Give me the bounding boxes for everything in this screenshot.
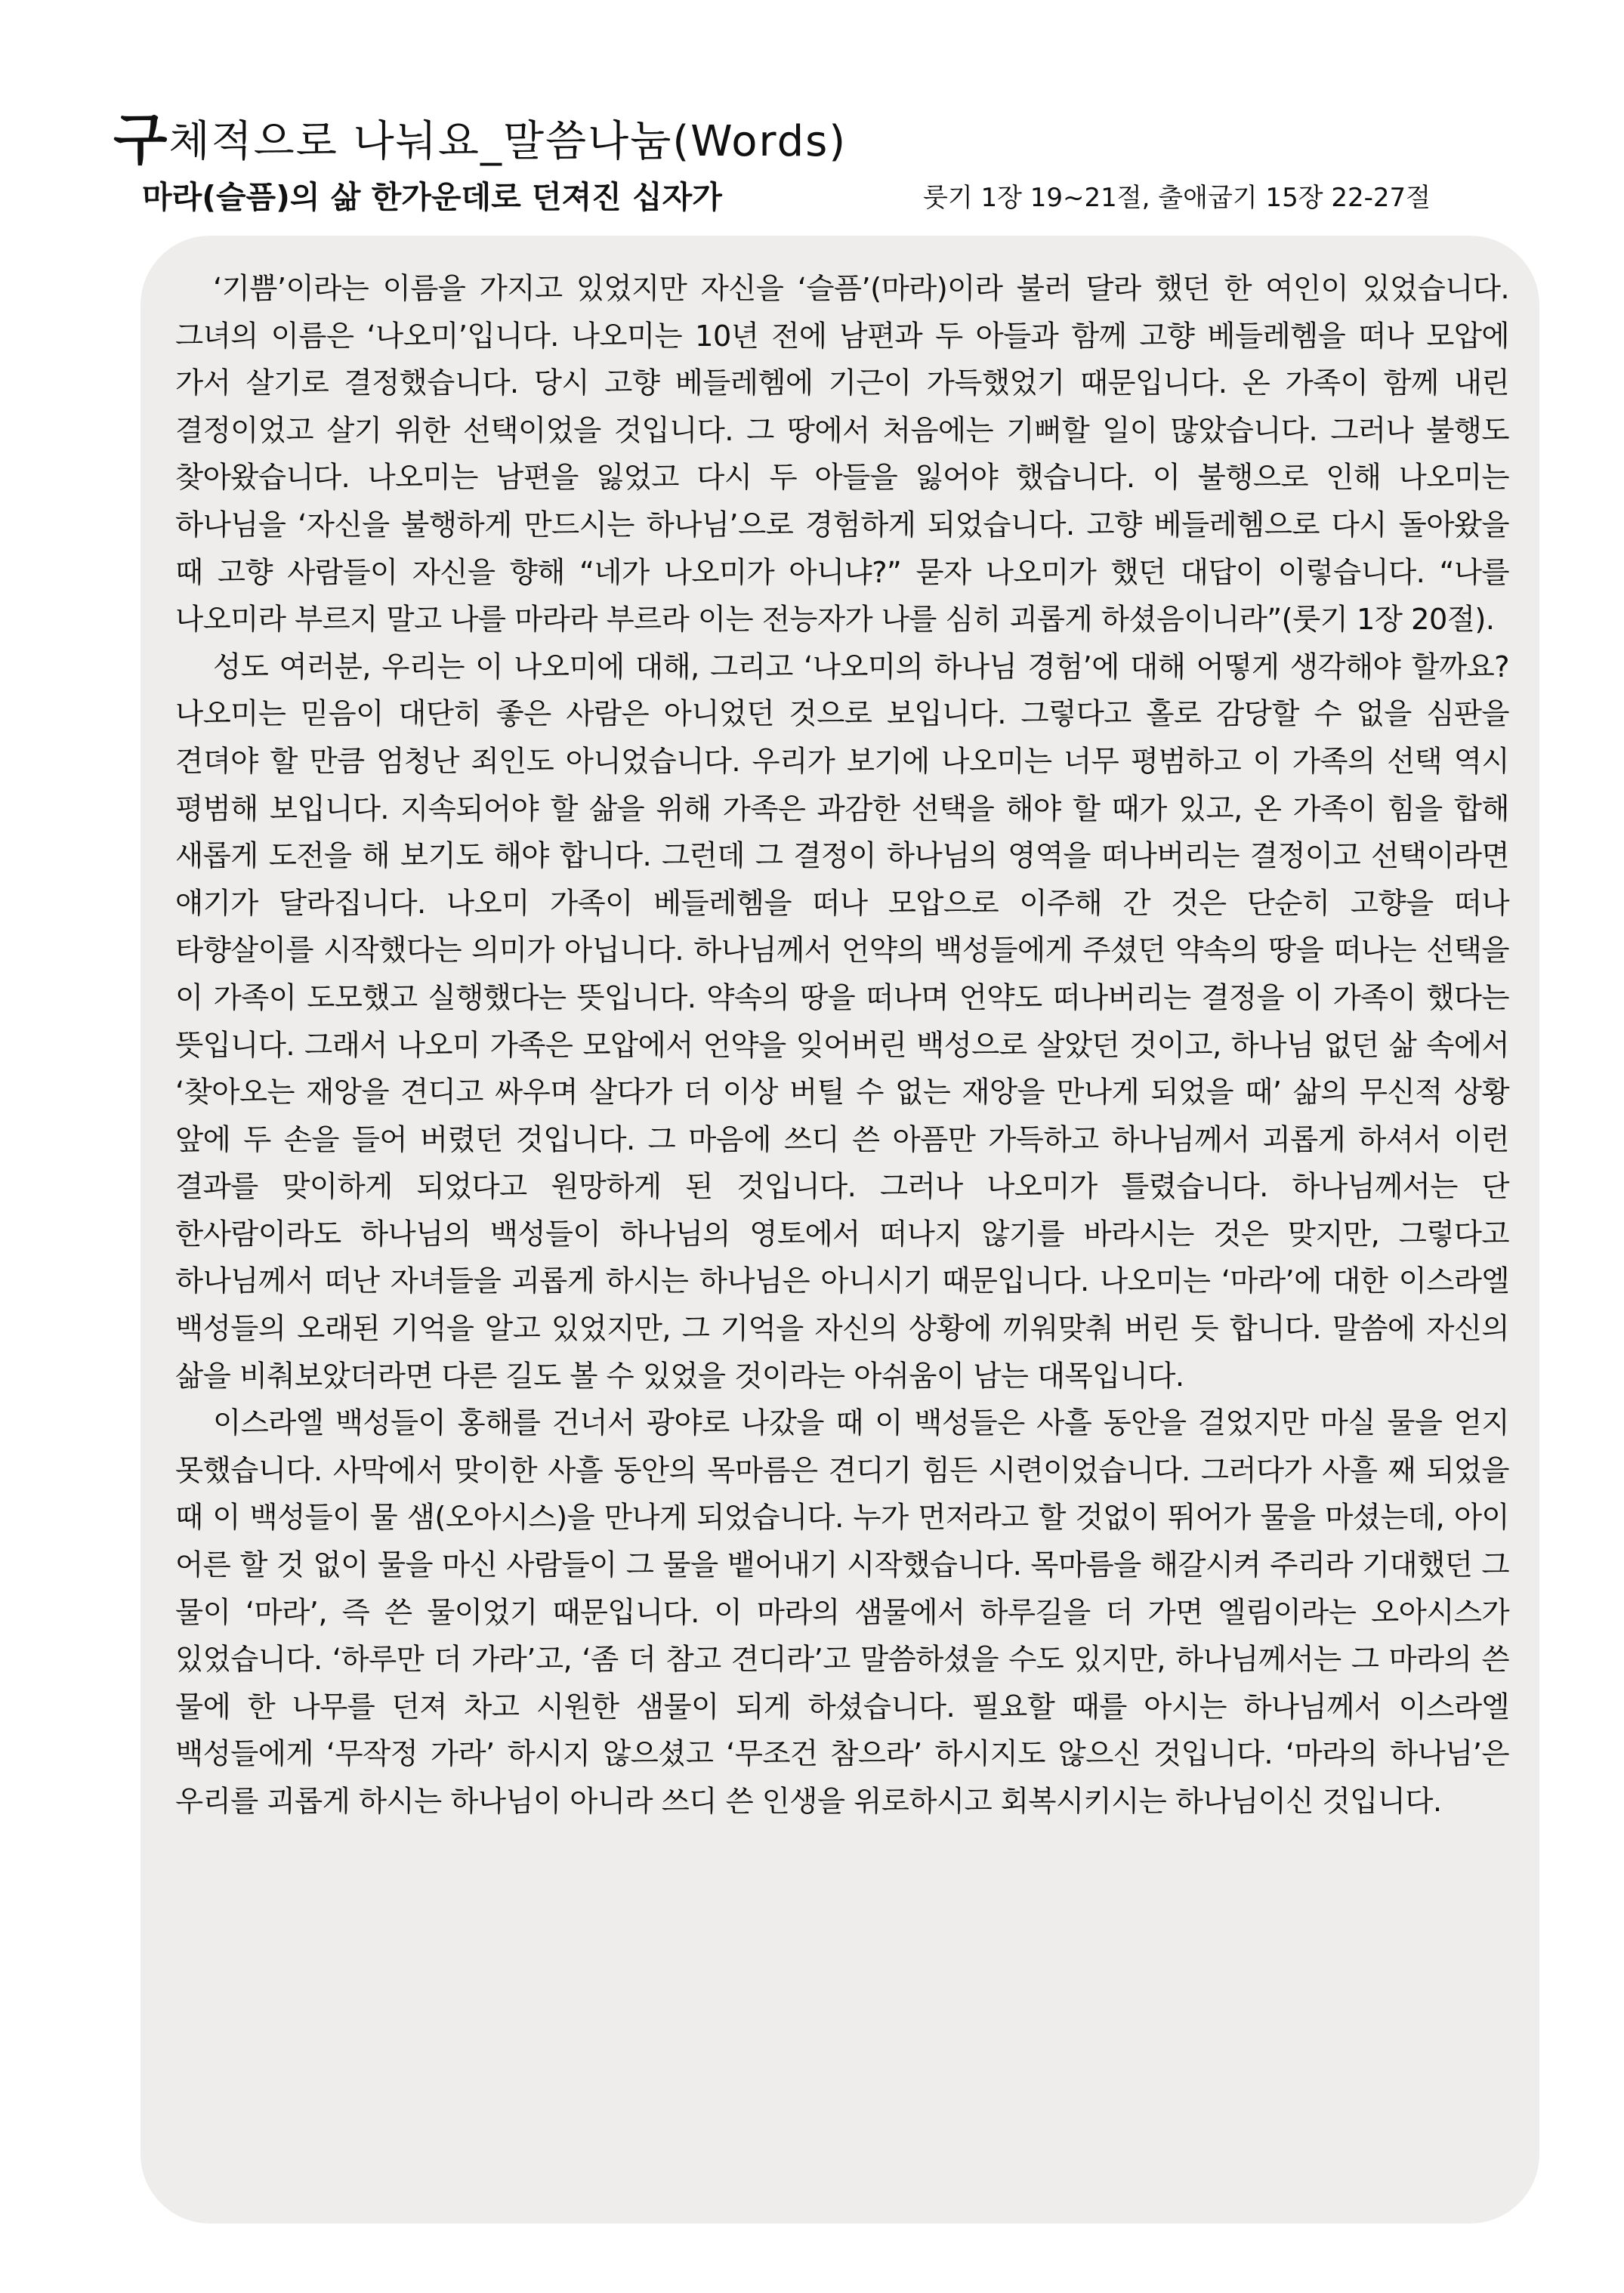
- paragraph-3: 이스라엘 백성들이 홍해를 건너서 광야로 나갔을 때 이 백성들은 사흘 동안을 걸었지만 마실 물을 얻지 못했습니다. 사막에서 맞이한 사흘 동안의 목마름은 견디기 힘든 시련이었습니다. 그러다가 사흘 째 되었을 때 이 백성들이 물 샘(오아시스)을 만나게 되었습니다. 누가 먼저라고 할 것없이 뛰어가 물을 마셨는데, 아이 어른 할 것 없이 물을 마신 사람들이 그 물을 뱉어내기 시작했습니다. 목마름을 해갈시켜 주리라 기대했던 그 물이 ‘마라’, 즉 쓴 물이었기 때문입니다. 이 마라의 샘물에서 하루길을 더 가면 엘림이라는 오아시스가 있었습니다. ‘하루만 더 가라’고, ‘좀 더 참고 견디라’고 말씀하셨을 수도 있지만, 하나님께서는 그 마라의 쓴 물에 한 나무를 던져 차고 시원한 샘물이 되게 하셨습니다. 필요할 때를 아시는 하나님께서 이스라엘 백성들에게 ‘무작정 가라’ 하시지 않으셨고 ‘무조건 참으라’ 하시지도 않으신 것입니다. ‘마라의 하나님’은 우리를 괴롭게 하시는 하나님이 아니라 쓰디 쓴 인생을 위로하시고 회복시키시는 하나님이신 것입니다.: [175, 1406, 1509, 1819]
- paragraph-2: 성도 여러분, 우리는 이 나오미에 대해, 그리고 ‘나오미의 하나님 경험’에 대해 어떻게 생각해야 할까요? 나오미는 믿음이 대단히 좋은 사람은 아니었던 것으로 보입니다. 그렇다고 홀로 감당할 수 없을 심판을 견뎌야 할 만큼 엄청난 죄인도 아니었습니다. 우리가 보기에 나오미는 너무 평범하고 이 가족의 선택 역시 평범해 보입니다. 지속되어야 할 삶을 위해 가족은 과감한 선택을 해야 할 때가 있고, 온 가족이 힘을 합해 새롭게 도전을 해 보기도 해야 합니다. 그런데 그 결정이 하나님의 영역을 떠나버리는 결정이고 선택이라면 얘기가 달라집니다. 나오미 가족이 베들레헴을 떠나 모압으로 이주해 간 것은 단순히 고향을 떠나 타향살이를 시작했다는 의미가 아닙니다. 하나님께서 언약의 백성들에게 주셨던 약속의 땅을 떠나는 선택을 이 가족이 도모했고 실행했다는 뜻입니다. 약속의 땅을 떠나며 언약도 떠나버리는 결정을 이 가족이 했다는 뜻입니다. 그래서 나오미 가족은 모압에서 언약을 잊어버린 백성으로 살았던 것이고, 하나님 없던 삶 속에서 ‘찾아오는 재앙을 견디고 싸우며 살다가 더 이상 버틸 수 없는 재앙을 만나게 되었을 때’ 삶의 무신적 상황 앞에 두 손을 들어 버렸던 것입니다. 그 마음에 쓰디 쓴 아픔만 가득하고 하나님께서 괴롭게 하셔서 이런 결과를 맞이하게 되었다고 원망하게 된 것입니다. 그러나 나오미가 틀렸습니다. 하나님께서는 단 한사람이라도 하나님의 백성들이 하나님의 영토에서 떠나지 않기를 바라시는 것은 맞지만, 그렇다고 하나님께서 떠난 자녀들을 괴롭게 하시는 하나님은 아니시기 때문입니다. 나오미는 ‘마라’에 대한 이스라엘 백성들의 오래된 기억을 알고 있었지만, 그 기억을 자신의 상황에 끼워맞춰 버린 듯 합니다. 말씀에 자신의 삶을 비춰보았더라면 다른 길도 볼 수 있었을 것이라는 아쉬움이 남는 대목입니다.: [175, 650, 1509, 1393]
- sermon-title: 마라(슬픔)의 삶 한가운데로 던져진 십자가: [142, 179, 722, 215]
- section-title: [113, 92, 847, 172]
- sermon-content-box: [140, 236, 1539, 2224]
- section-title-text: 체적으로 나눠요_말씀나눔(Words): [168, 117, 848, 166]
- section-title-initial: 구: [113, 107, 169, 172]
- scripture-reference: 룻기 1장 19~21절, 출애굽기 15장 22-27절: [923, 183, 1431, 213]
- paragraph-1: ‘기쁨’이라는 이름을 가지고 있었지만 자신을 ‘슬픔’(마라)이라 불러 달라 했던 한 여인이 있었습니다. 그녀의 이름은 ‘나오미’입니다. 나오미는 10년 전에 남편과 두 아들과 함께 고향 베들레헴을 떠나 모압에 가서 살기로 결정했습니다. 당시 고향 베들레헴에 기근이 가득했었기 때문입니다. 온 가족이 함께 내린 결정이었고 살기 위한 선택이었을 것입니다. 그 땅에서 처음에는 기뻐할 일이 많았습니다. 그러나 불행도 찾아왔습니다. 나오미는 남편을 잃었고 다시 두 아들을 잃어야 했습니다. 이 불행으로 인해 나오미는 하나님을 ‘자신을 불행하게 만드시는 하나님’으로 경험하게 되었습니다. 고향 베들레헴으로 다시 돌아왔을 때 고향 사람들이 자신을 향해 “네가 나오미가 아니냐?” 묻자 나오미가 했던 대답이 이렇습니다. “나를 나오미라 부르지 말고 나를 마라라 부르라 이는 전능자가 나를 심히 괴롭게 하셨음이니라”(룻기 1장 20절).: [175, 272, 1509, 637]
